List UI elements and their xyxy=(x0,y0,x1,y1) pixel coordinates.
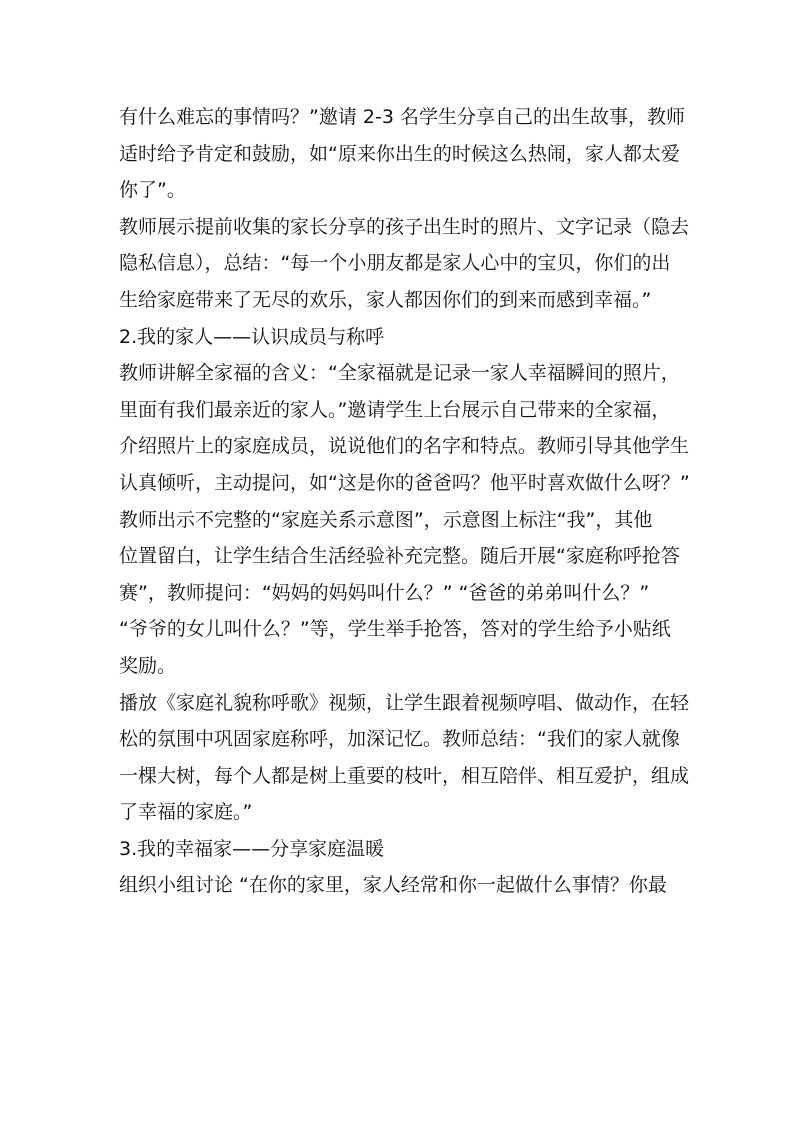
paragraph-line: 教师讲解全家福的含义：“全家福就是记录一家人幸福瞬间的照片， xyxy=(119,362,680,385)
paragraph-line: 隐私信息），总结：“每一个小朋友都是家人心中的宝贝，你们的出 xyxy=(119,252,671,275)
paragraph-line: 赛”，教师提问：“妈妈的妈妈叫什么？” “爸爸的弟弟叫什么？” xyxy=(119,581,650,604)
paragraph-line: 一棵大树，每个人都是树上重要的枝叶，相互陪伴、相互爱护，组成 xyxy=(119,764,690,787)
paragraph-line: 生给家庭带来了无尽的欢乐，家人都因你们的到来而感到幸福。” xyxy=(119,288,652,311)
paragraph-line: “爷爷的女儿叫什么？”等，学生举手抢答，答对的学生给予小贴纸 xyxy=(119,618,671,641)
paragraph-line: 位置留白，让学生结合生活经验补充完整。随后开展“家庭称呼抢答 xyxy=(119,545,680,568)
paragraph-line: 教师出示不完整的“家庭关系示意图”，示意图上标注“我”，其他 xyxy=(119,508,653,531)
paragraph-line: 你了”。 xyxy=(119,179,186,202)
section-heading: 2.我的家人——认识成员与称呼 xyxy=(119,325,385,348)
paragraph-line: 适时给予肯定和鼓励，如“原来你出生的时候这么热闹，家人都太爱 xyxy=(119,142,680,165)
paragraph-line: 播放《家庭礼貌称呼歌》视频，让学生跟着视频哼唱、做动作，在轻 xyxy=(119,691,690,714)
paragraph-line: 教师展示提前收集的家长分享的孩子出生时的照片、文字记录（隐去 xyxy=(119,215,690,238)
paragraph-line: 组织小组讨论 “在你的家里，家人经常和你一起做什么事情？你最 xyxy=(119,874,667,897)
paragraph-line: 有什么难忘的事情吗？”邀请 2-3 名学生分享自己的出生故事，教师 xyxy=(119,106,685,128)
paragraph-line: 松的氛围中巩固家庭称呼，加深记忆。教师总结：“我们的家人就像 xyxy=(119,728,680,751)
paragraph-line: 了幸福的家庭。” xyxy=(119,801,253,824)
paragraph-line: 里面有我们最亲近的家人。”邀请学生上台展示自己带来的全家福， xyxy=(119,398,671,421)
document-body xyxy=(119,99,690,904)
paragraph-line: 奖励。 xyxy=(119,654,177,677)
section-heading: 3.我的幸福家——分享家庭温暖 xyxy=(119,837,385,860)
paragraph-line: 介绍照片上的家庭成员，说说他们的名字和特点。教师引导其他学生 xyxy=(119,435,690,458)
paragraph-line: 认真倾听，主动提问，如“这是你的爸爸吗？他平时喜欢做什么呀？” xyxy=(119,471,690,494)
